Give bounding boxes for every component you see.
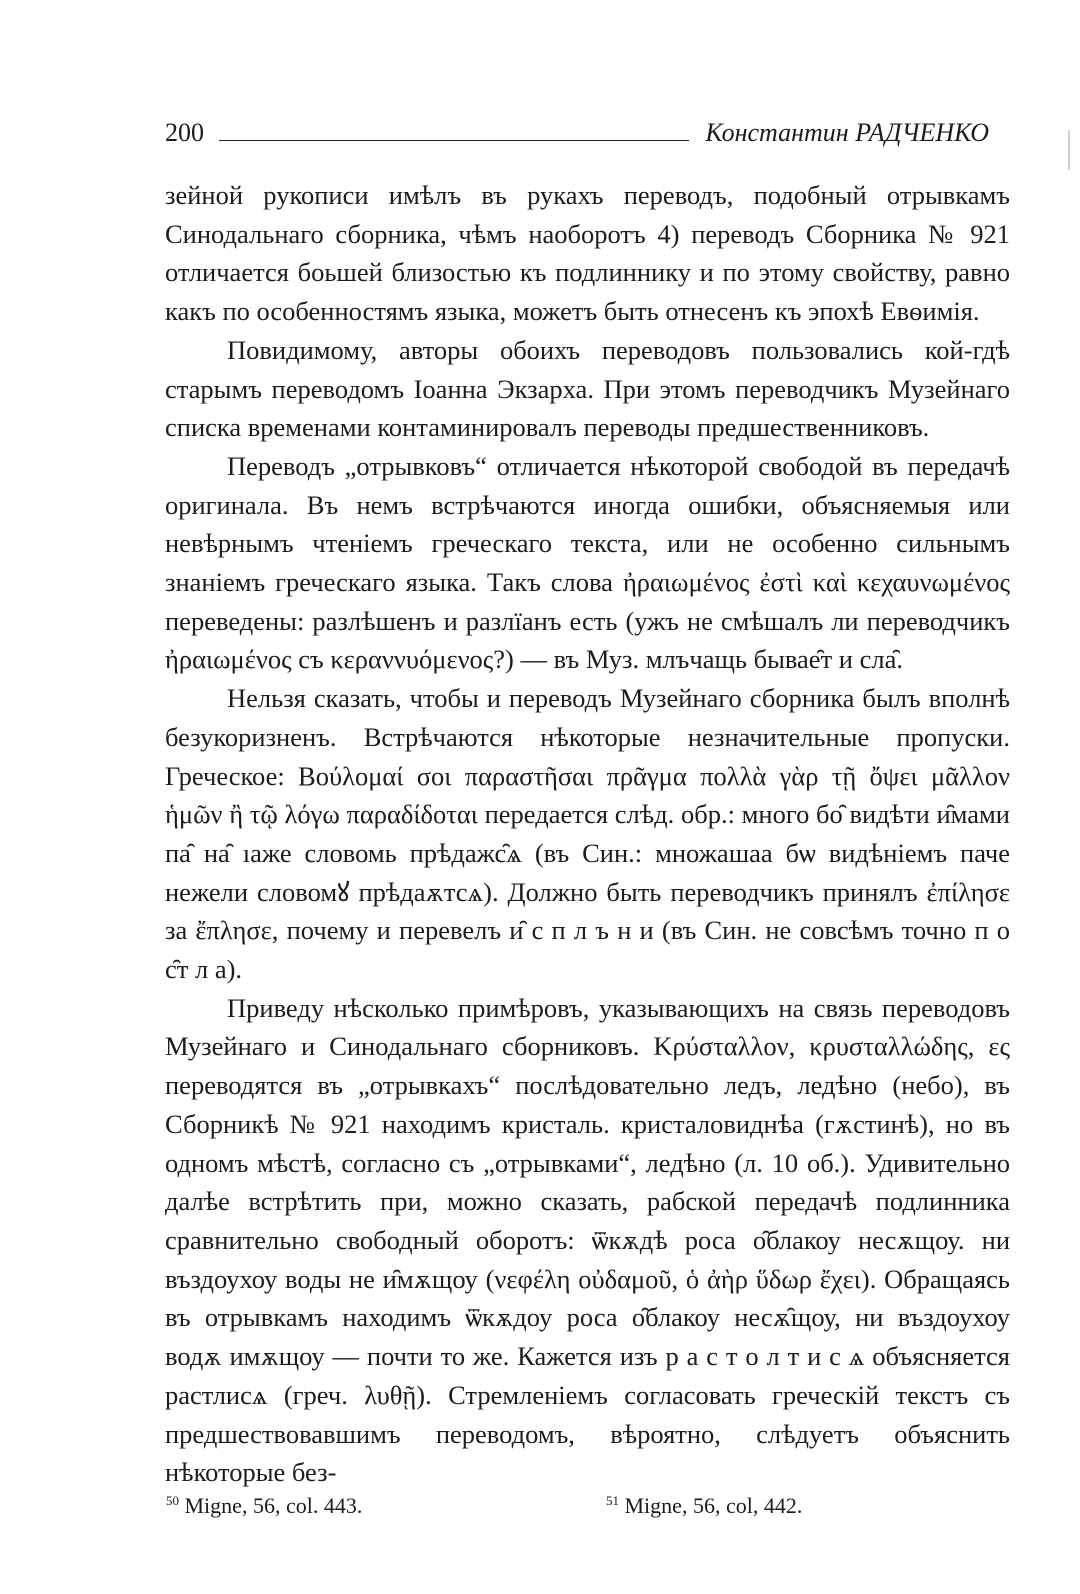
footnote-51 [606,1493,802,1519]
footnote-number: 51 [606,1493,619,1508]
footnote-text: Migne, 56, col, 442. [624,1493,803,1518]
paragraph-4: Нельзя сказать, чтобы и переводъ Музейнаго сборника былъ вполнѣ безукоризненъ. Встрѣчаются нѣкоторые незначительные пропуски. Греческое: Βούλομαί σοι παραστῆσαι πρᾶγμα πολλὰ γὰρ τῇ ὄψει μᾶλλον ἡμῶν ἢ τῷ λόγω παραδίδοται передается слѣд. обр.: много бо̑ видѣти и̑мами па̑ на̑ ıаже словомь прѣдажс̑ѧ (въ Син.: множашаа бѡ видѣніемъ паче нежели словомꙋ прѣдаѫтсѧ). Должно быть переводчикъ принялъ ἐπίλησε за ἔπλησε, почему и перевелъ и̑ с п л ъ н и (въ Син. не совсѣмъ точно п о с̑т л а). [165,683,1010,985]
footnote-number: 50 [166,1493,179,1508]
paragraph-2: Повидимому, авторы обоихъ переводовъ пользовались кой-гдѣ старымъ переводомъ Іоанна Экзарха. При этомъ переводчикъ Музейнаго списка временами контаминировалъ переводы предшественниковъ. [165,334,1010,443]
page-header [165,118,1005,158]
paragraph-1: зейной рукописи имѣлъ въ рукахъ переводъ, подобный отрывкамъ Синодальнаго сборника, чѣмъ наоборотъ 4) переводъ Сборника № 921 отличается бoьшей близостью къ подлиннику и по этому свойству, равно какъ по особенностямъ языка, можетъ быть отнесенъ къ эпохѣ Евѳимія. [165,180,1010,327]
paragraph-5: Приведу нѣсколько примѣровъ, указывающихъ на связь переводовъ Музейнаго и Синодальнаго сборниковъ. Κρύσταλλον, κρυσταλλώδης, ες переводятся въ „отрывкахъ“ послѣдовательно ледъ, ледѣно (небо), въ Сборникѣ № 921 находимъ кристаль. кристаловиднѣа (гѫстинѣ), но въ одномъ мѣстѣ, согласно съ „отрывками“, ледѣно (л. 10 об.). Удивительно далѣе встрѣтить при, можно сказать, рабской передачѣ подлинника сравнительно свободный оборотъ: ѿкѫдѣ роса о̑блакоу несѫщоу. ни въздоухоу воды не и̑мѫщоу (νεφέλη οὐδαμοῦ, ὁ ἀὴρ ὕδωρ ἔχει). Обращаясь въ отрывкамъ находимъ ѿкѫдоу роса о̑блакоу несѫ̑щоу, ни въздоухоу водѫ имѫщоу — почти то же. Кажется изъ р а с т о л т и с ѧ объясняется растлисѧ (греч. λυθῇ). Стремленіемъ согласовать греческій текстъ съ предшествовавшимъ переводомъ, вѣроятно, слѣдуетъ объяснить нѣкоторые без- [165,992,1010,1488]
header-rule [219,140,689,141]
paragraph-3: Переводъ „отрывковъ“ отличается нѣкоторой свободой въ передачѣ оригинала. Въ немъ встрѣчаются иногда ошибки, объясняемыя или невѣрнымъ чтеніемъ греческаго текста, или не особенно сильнымъ знаніемъ греческаго языка. Такъ слова ἠραιωμένος ἐστὶ καὶ κεχαυνωμένος переведены: разлѣшенъ и разлїанъ есть (ужъ не смѣшалъ ли переводчикъ ἠραιωμένος съ κεραννυόμενος?) — въ Муз. млъчащь бывае̑т и сла̑. [165,450,1010,675]
footnote-text: Migne, 56, col. 443. [184,1493,363,1518]
footnote-50 [166,1493,362,1519]
body-text [165,176,1010,1492]
footnotes [166,1493,1011,1523]
running-head: Константин РАДЧЕНКО [705,118,989,147]
scan-edge-mark [1068,130,1070,170]
page-number: 200 [165,118,204,147]
